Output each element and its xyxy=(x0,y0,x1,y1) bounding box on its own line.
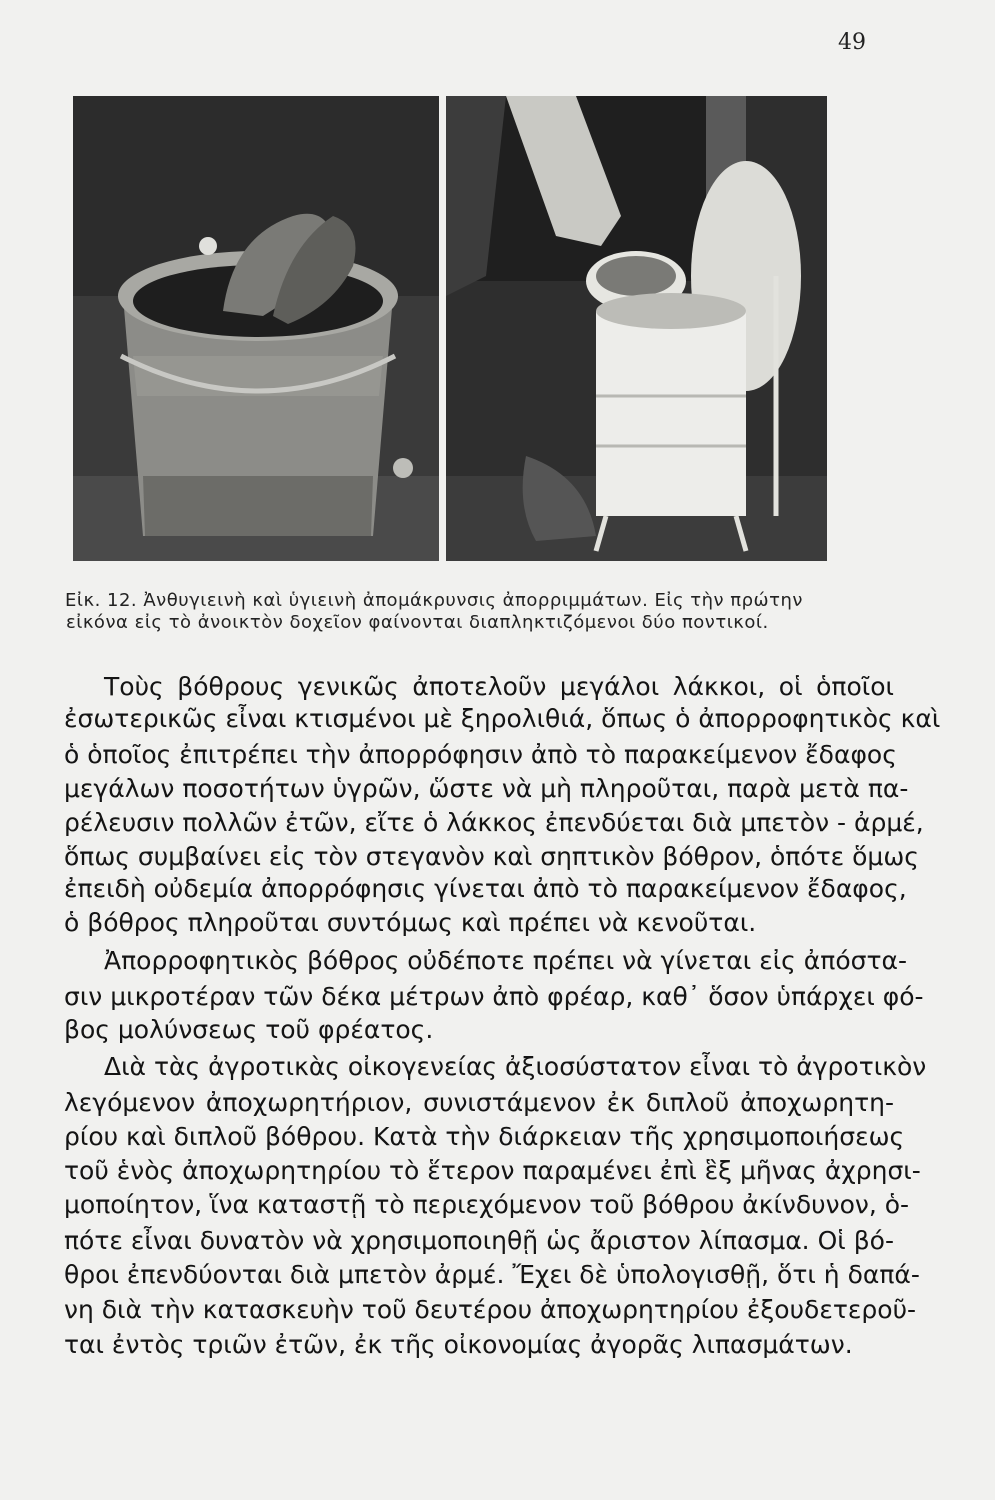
body-line: ρίου καὶ διπλοῦ βόθρου. Κατὰ τὴν διάρκειαν τῆς χρησιμοποιήσεως xyxy=(64,1122,905,1151)
body-line: βος μολύνσεως τοῦ φρέατος. xyxy=(64,1015,434,1044)
body-line: τοῦ ἑνὸς ἀποχωρητηρίου τὸ ἕτερον παραμένει ἐπὶ ἓξ μῆνας ἀχρησι- xyxy=(64,1156,921,1185)
body-line: ὁ ὁποῖος ἐπιτρέπει τὴν ἀπορρόφησιν ἀπὸ τὸ παρακείμενον ἔδαφος xyxy=(64,740,897,769)
open-bucket-photo-icon xyxy=(73,96,439,561)
figure-caption-line-2: εἰκόνα εἰς τὸ ἀνοικτὸν δοχεῖον φαίνονται διαπληκτιζόμενοι δύο ποντικοί. xyxy=(66,612,769,633)
body-line: Ἀπορροφητικὸς βόθρος οὐδέποτε πρέπει νὰ γίνεται εἰς ἀπόστα- xyxy=(104,946,908,975)
body-line: ἐσωτερικῶς εἶναι κτισμένοι μὲ ξηρολιθιά, ὅπως ὁ ἀπορροφητικὸς καὶ xyxy=(64,704,941,733)
body-line: ρέλευσιν πολλῶν ἐτῶν, εἴτε ὁ λάκκος ἐπενδύεται διὰ μπετὸν - ἀρμέ, xyxy=(64,808,924,837)
body-line: σιν μικροτέραν τῶν δέκα μέτρων ἀπὸ φρέαρ, καθ᾿ ὅσον ὑπάρχει φό- xyxy=(64,982,924,1011)
body-line: Τοὺς βόθρους γενικῶς ἀποτελοῦν μεγάλοι λάκκοι, οἱ ὁποῖοι xyxy=(104,672,894,701)
body-line: ἐπειδὴ οὐδεμία ἀπορρόφησις γίνεται ἀπὸ τὸ παρακείμενον ἔδαφος, xyxy=(64,874,907,903)
body-line: Διὰ τὰς ἀγροτικὰς οἰκογενείας ἀξιοσύστατον εἶναι τὸ ἀγροτικὸν xyxy=(104,1052,927,1081)
body-line: νη διὰ τὴν κατασκευὴν τοῦ δευτέρου ἀποχωρητηρίου ἐξουδετεροῦ- xyxy=(64,1295,917,1324)
figure-photo-open-bucket xyxy=(73,96,439,561)
body-line: μεγάλων ποσοτήτων ὑγρῶν, ὥστε νὰ μὴ πληροῦται, παρὰ μετὰ πα- xyxy=(64,774,909,803)
pedal-bin-photo-icon xyxy=(446,96,827,561)
body-line: λεγόμενον ἀποχωρητήριον, συνιστάμενον ἐκ διπλοῦ ἀποχωρητη- xyxy=(64,1088,894,1117)
body-line: θροι ἐπενδύονται διὰ μπετὸν ἀρμέ. Ἔχει δὲ ὑπολογισθῇ, ὅτι ἡ δαπά- xyxy=(64,1260,920,1289)
body-line: ὁ βόθρος πληροῦται συντόμως καὶ πρέπει νὰ κενοῦται. xyxy=(64,908,757,937)
body-line: ὅπως συμβαίνει εἰς τὸν στεγανὸν καὶ σηπτικὸν βόθρον, ὁπότε ὅμως xyxy=(64,842,919,871)
body-line: μοποίητον, ἵνα καταστῇ τὸ περιεχόμενον τοῦ βόθρου ἀκίνδυνον, ὁ- xyxy=(64,1190,910,1219)
body-line: πότε εἶναι δυνατὸν νὰ χρησιμοποιηθῇ ὡς ἄριστον λίπασμα. Οἱ βό- xyxy=(64,1226,894,1255)
page-number: 49 xyxy=(838,30,866,55)
figure-caption-line-1: Εἰκ. 12. Ἀνθυγιεινὴ καὶ ὑγιεινὴ ἀπομάκρυνσις ἀπορριμμάτων. Εἰς τὴν πρώτην xyxy=(65,590,803,611)
figure-photo-pedal-bin xyxy=(446,96,827,561)
body-line: ται ἐντὸς τριῶν ἐτῶν, ἐκ τῆς οἰκονομίας ἀγορᾶς λιπασμάτων. xyxy=(64,1330,853,1359)
